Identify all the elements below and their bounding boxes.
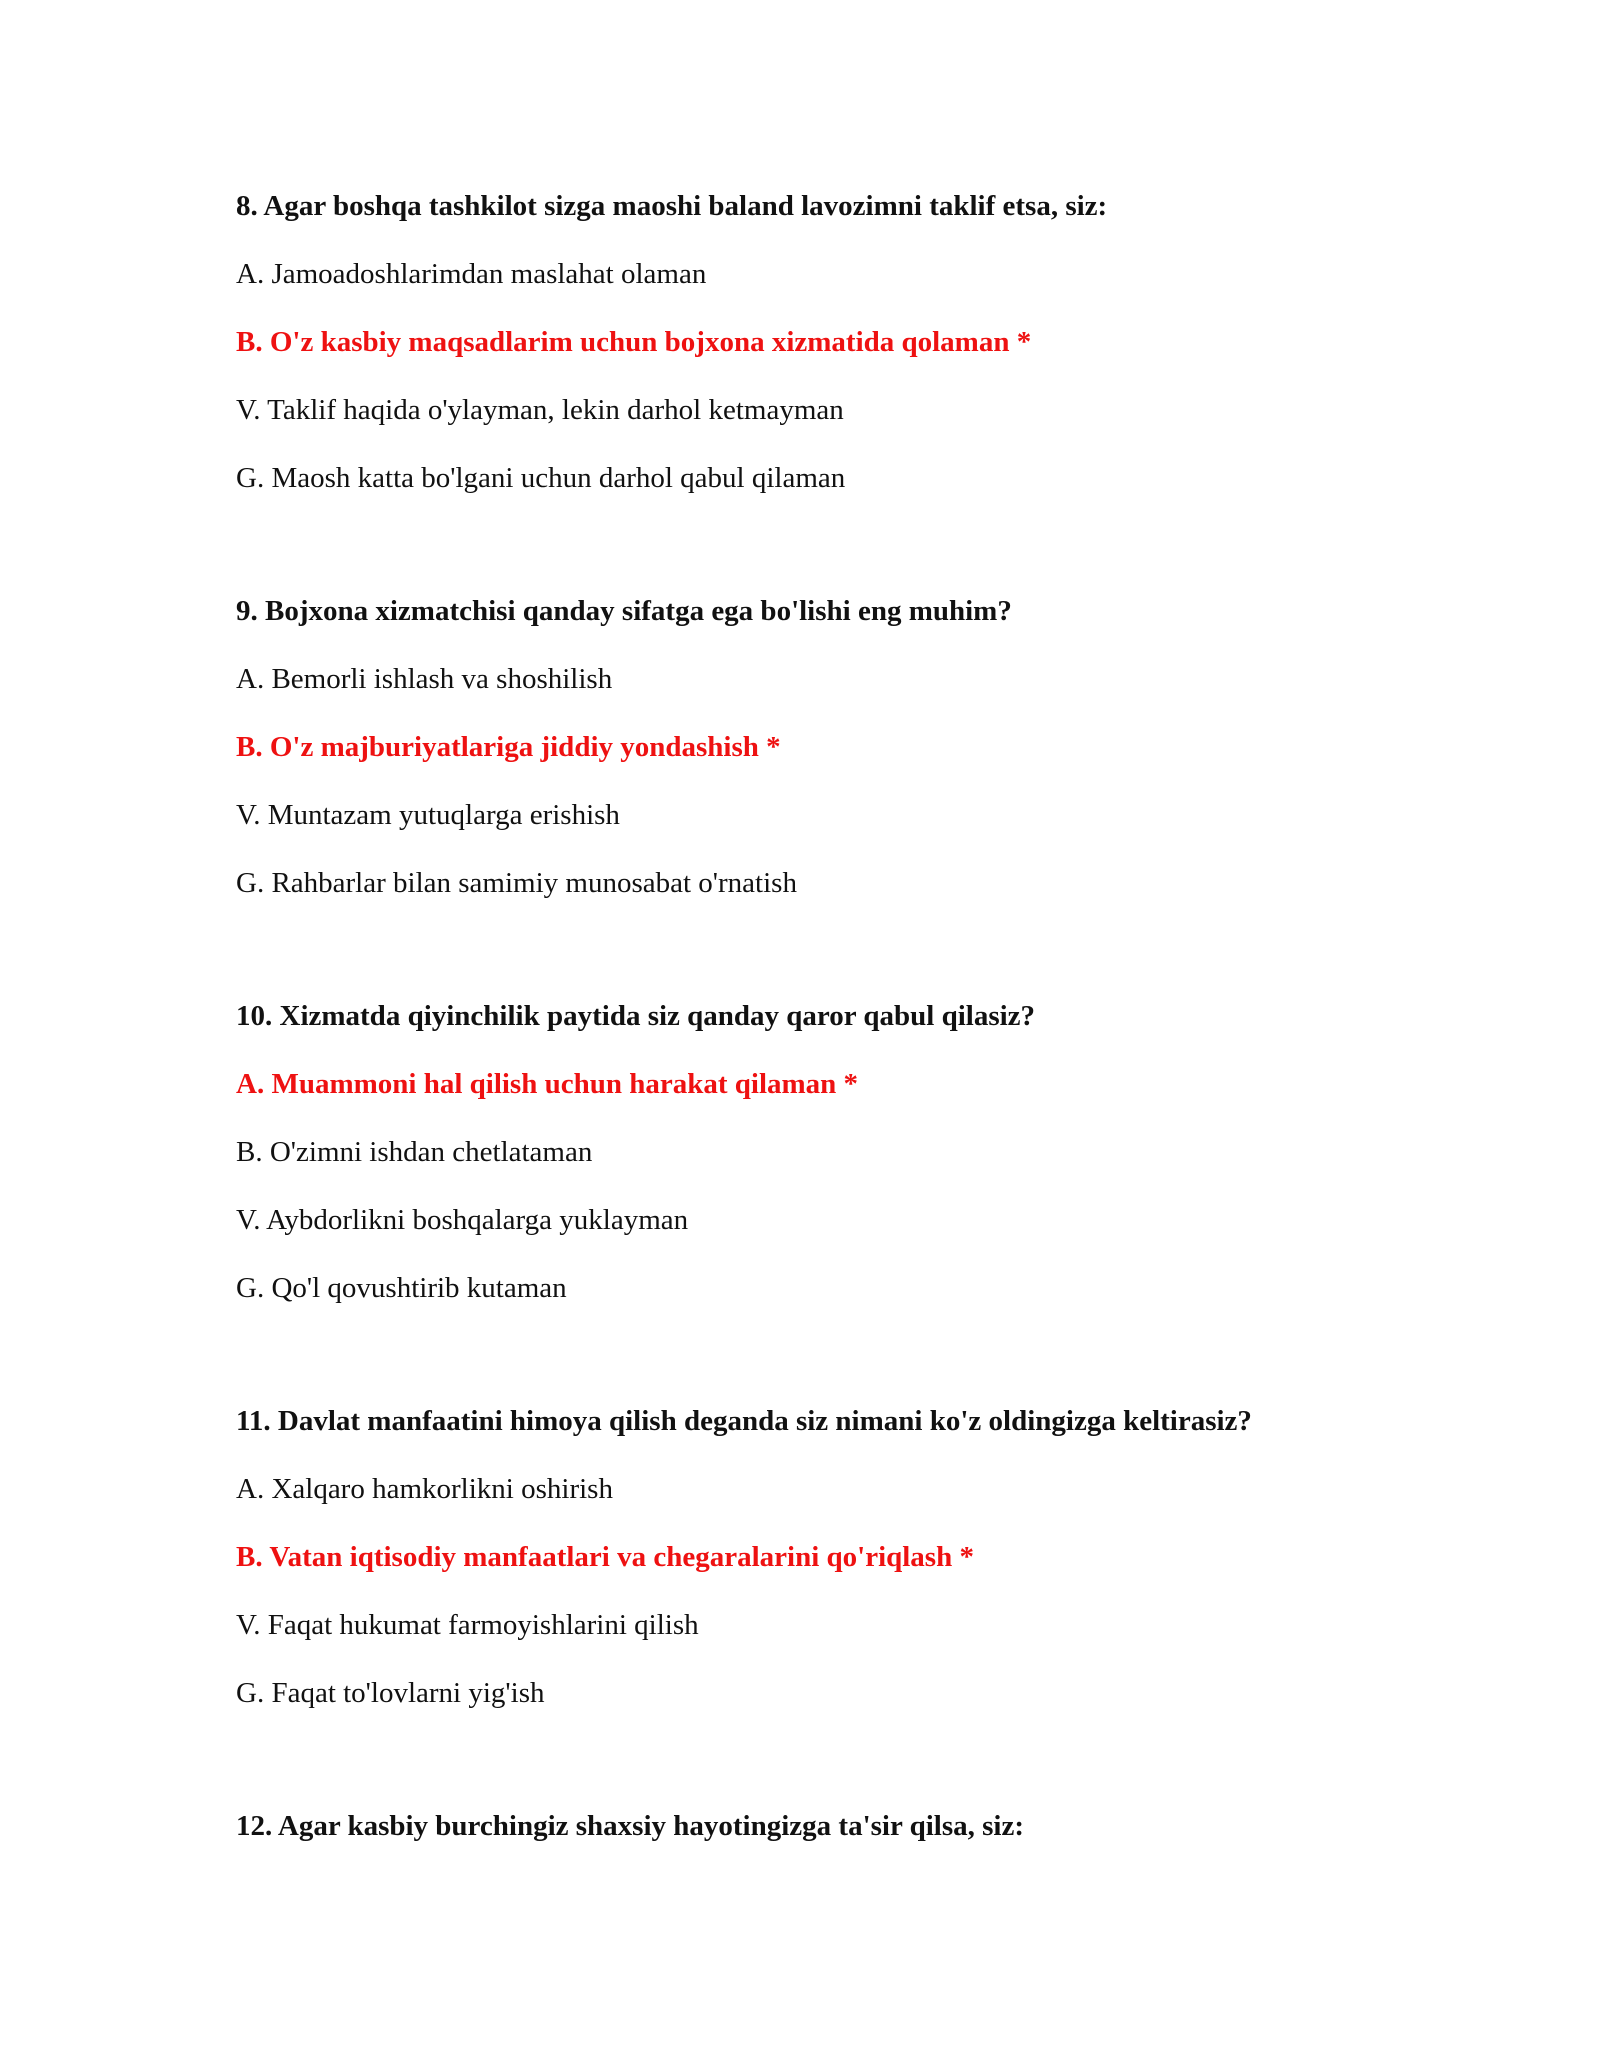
option-g: G. Maosh katta bo'lgani uchun darhol qabul qilaman [236,462,846,494]
question-title: 9. Bojxona xizmatchisi qanday sifatga ega bo'lishi eng muhim? [236,595,1012,627]
question-12 [236,1809,1436,1843]
option-v: V. Taklif haqida o'ylayman, lekin darhol ketmayman [236,394,844,426]
question-9 [236,594,1436,900]
option-a: A. Xalqaro hamkorlikni oshirish [236,1473,613,1505]
question-11 [236,1404,1436,1710]
question-title: 12. Agar kasbiy burchingiz shaxsiy hayotingizga ta'sir qilsa, siz: [236,1810,1024,1842]
option-b-correct: B. O'z majburiyatlariga jiddiy yondashish * [236,731,781,763]
option-v: V. Muntazam yutuqlarga erishish [236,799,620,831]
question-8 [236,189,1436,495]
question-title: 11. Davlat manfaatini himoya qilish deganda siz nimani ko'z oldingizga keltirasiz? [236,1405,1252,1437]
option-g: G. Qo'l qovushtirib kutaman [236,1272,567,1304]
option-b: B. O'zimni ishdan chetlataman [236,1136,593,1168]
option-a: A. Bemorli ishlash va shoshilish [236,663,613,695]
option-v: V. Faqat hukumat farmoyishlarini qilish [236,1609,699,1641]
question-title: 8. Agar boshqa tashkilot sizga maoshi baland lavozimni taklif etsa, siz: [236,190,1108,222]
option-v: V. Aybdorlikni boshqalarga yuklayman [236,1204,689,1236]
option-b-correct: B. O'z kasbiy maqsadlarim uchun bojxona xizmatida qolaman * [236,326,1032,358]
option-a: A. Jamoadoshlarimdan maslahat olaman [236,258,707,290]
question-title: 10. Xizmatda qiyinchilik paytida siz qanday qaror qabul qilasiz? [236,1000,1036,1032]
question-10 [236,999,1436,1305]
option-b-correct: B. Vatan iqtisodiy manfaatlari va chegaralarini qo'riqlash * [236,1541,974,1573]
option-g: G. Faqat to'lovlarni yig'ish [236,1677,545,1709]
option-g: G. Rahbarlar bilan samimiy munosabat o'rnatish [236,867,797,899]
option-a-correct: A. Muammoni hal qilish uchun harakat qilaman * [236,1068,859,1100]
